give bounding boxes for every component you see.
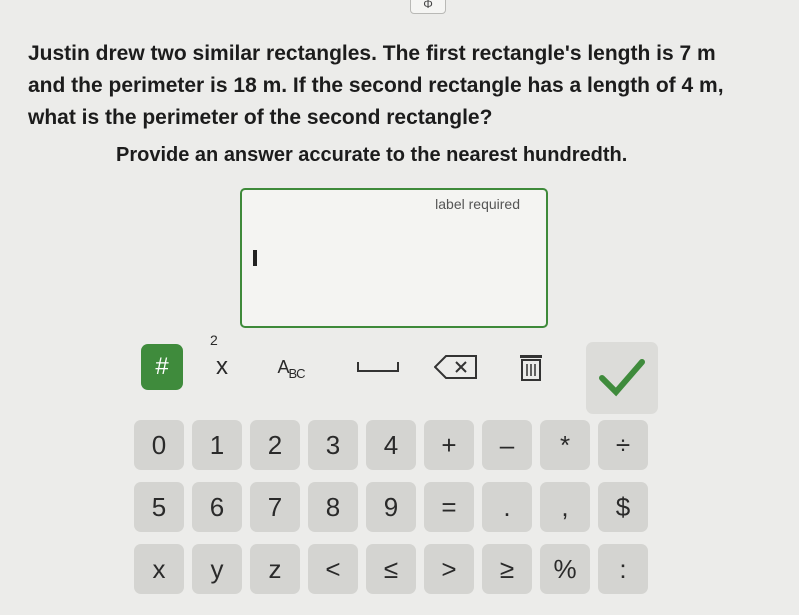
- key-y[interactable]: y: [192, 544, 242, 594]
- percent-key[interactable]: %: [540, 544, 590, 594]
- space-button[interactable]: [348, 352, 408, 382]
- question-line-1: Justin drew two similar rectangles. The first rectangle's length is 7 m: [28, 42, 716, 65]
- key-8[interactable]: 8: [308, 482, 358, 532]
- key-3[interactable]: 3: [308, 420, 358, 470]
- dollar-key[interactable]: $: [598, 482, 648, 532]
- minus-key[interactable]: –: [482, 420, 532, 470]
- backspace-icon: [434, 354, 478, 380]
- check-icon: [599, 358, 645, 398]
- question-text: [28, 38, 788, 134]
- subscript-a: A: [277, 356, 289, 377]
- comma-key[interactable]: ,: [540, 482, 590, 532]
- key-5[interactable]: 5: [134, 482, 184, 532]
- key-6[interactable]: 6: [192, 482, 242, 532]
- key-7[interactable]: 7: [250, 482, 300, 532]
- key-0[interactable]: 0: [134, 420, 184, 470]
- scroll-tab[interactable]: Φ: [410, 0, 446, 14]
- trash-button[interactable]: [506, 348, 556, 386]
- subscript-bc: BC: [288, 365, 305, 381]
- greater-than-key[interactable]: >: [424, 544, 474, 594]
- colon-key[interactable]: :: [598, 544, 648, 594]
- plus-key[interactable]: +: [424, 420, 474, 470]
- key-2[interactable]: 2: [250, 420, 300, 470]
- top-strip: [0, 0, 799, 14]
- backspace-button[interactable]: [428, 350, 484, 384]
- question-line-3: what is the perimeter of the second rectangle?: [28, 106, 493, 129]
- instruction-text: Provide an answer accurate to the nearest hundredth.: [116, 144, 628, 166]
- less-than-key[interactable]: <: [308, 544, 358, 594]
- exponent-power: 2: [210, 332, 218, 348]
- key-x[interactable]: x: [134, 544, 184, 594]
- key-1[interactable]: 1: [192, 420, 242, 470]
- divide-key[interactable]: ÷: [598, 420, 648, 470]
- trash-icon: [518, 352, 544, 382]
- space-icon: [356, 360, 400, 374]
- question-line-2: and the perimeter is 18 m. If the second rectangle has a length of 4 m,: [28, 74, 724, 97]
- less-equal-key[interactable]: ≤: [366, 544, 416, 594]
- answer-label: label required: [435, 196, 520, 212]
- subscript-button[interactable]: [262, 344, 320, 390]
- text-caret: [253, 250, 257, 266]
- exponent-button[interactable]: [194, 332, 250, 390]
- key-9[interactable]: 9: [366, 482, 416, 532]
- greater-equal-key[interactable]: ≥: [482, 544, 532, 594]
- multiply-key[interactable]: *: [540, 420, 590, 470]
- decimal-point-key[interactable]: .: [482, 482, 532, 532]
- key-z[interactable]: z: [250, 544, 300, 594]
- equals-key[interactable]: =: [424, 482, 474, 532]
- answer-input[interactable]: [240, 188, 548, 328]
- exponent-base: x: [216, 353, 228, 380]
- key-4[interactable]: 4: [366, 420, 416, 470]
- hash-button[interactable]: #: [141, 344, 183, 390]
- check-button[interactable]: [586, 342, 658, 414]
